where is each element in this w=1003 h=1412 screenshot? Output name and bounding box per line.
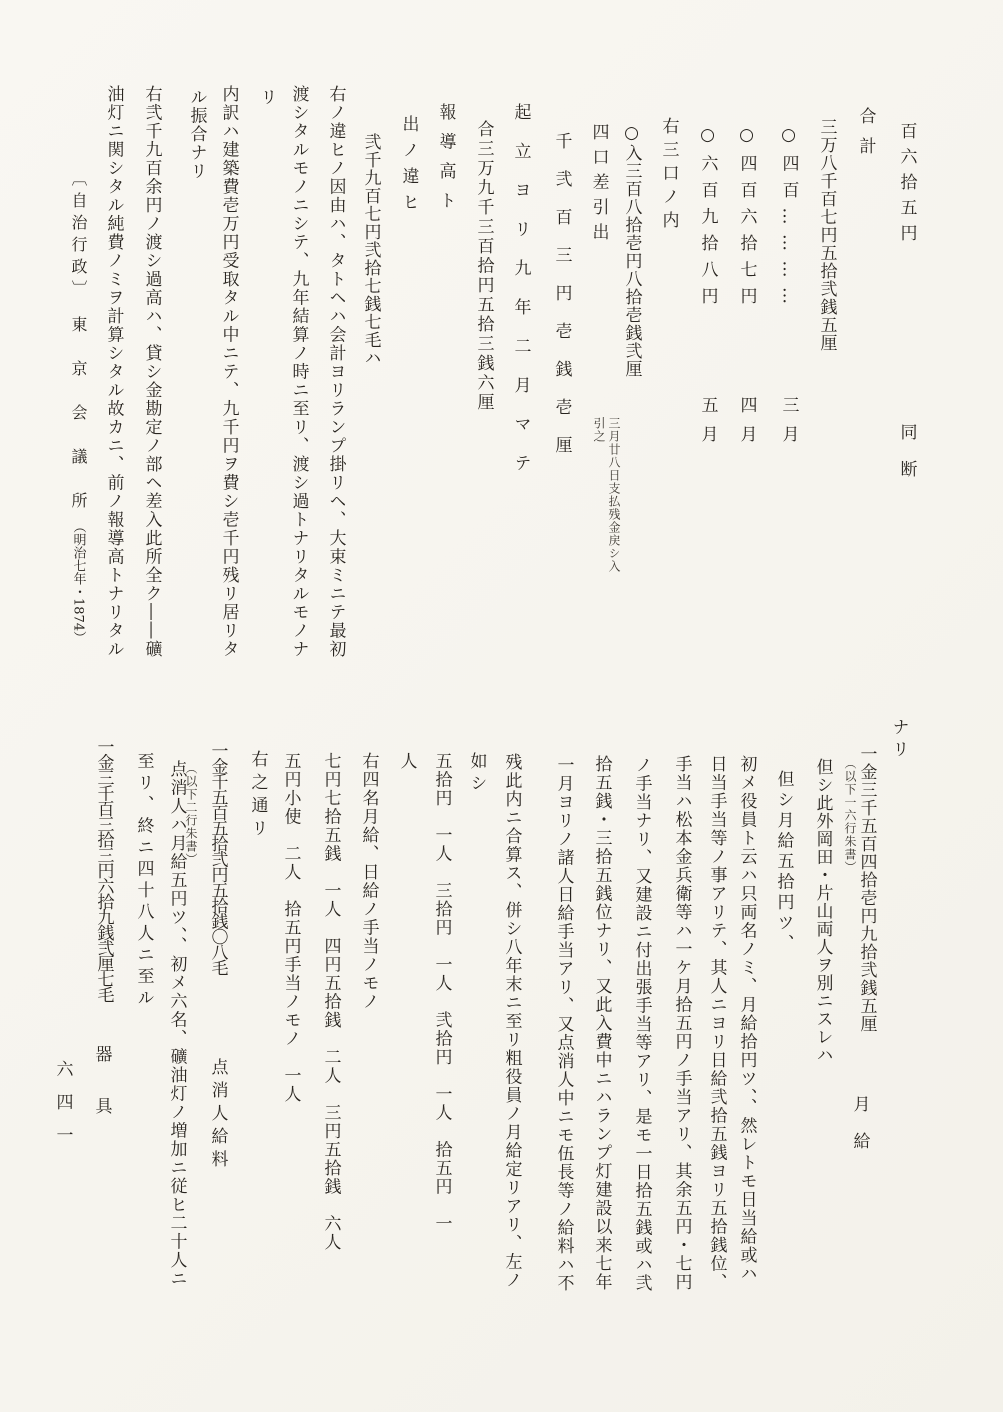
body-line: 渡シタルモノニシテ、九年結算ノ時ニ至リ、渡シ過トナリタルモノナ — [288, 85, 309, 659]
amount-line: 三万八千百七円五拾弐銭五厘 — [816, 118, 837, 352]
amount-line: 千弐百三円壱銭壱厘 — [551, 132, 572, 474]
category-label: 器 具 — [91, 1045, 112, 1123]
body-line: 人 — [396, 752, 417, 771]
body-line: 出ノ違ヒ — [398, 115, 419, 219]
amount-line: ○四百六拾七円 — [736, 125, 757, 314]
note-line: （以下一六行朱書） — [843, 757, 857, 874]
body-line: 油灯ニ関シタル純費ノミヲ計算シタル故カニ、前ノ報導高トナリタル — [103, 85, 124, 659]
body-line: 右ノ違ヒノ因由ハ、タトヘハ会計ヨリランプ掛リヘ、大束ミニテ最初 — [325, 85, 346, 659]
amount-line: 弐千九百七円弐拾七銭七毛ハ — [360, 133, 381, 367]
note-line: 引之 — [592, 417, 606, 443]
total-label: 合計 — [855, 107, 876, 167]
amount-line: 一金三千五百四拾壱円九拾弐銭五厘 — [856, 745, 877, 1033]
body-line: 起立ヨリ九年二月マテ — [510, 103, 531, 493]
body-line: 右弐千九百余円ノ渡シ過高ハ、貸シ金勘定ノ部ヘ差入此所全ク――礦 — [141, 85, 162, 659]
note-line: 三月廿八日支払残金戻シ入 — [607, 417, 621, 573]
ditto-label: 同 断 — [896, 423, 917, 479]
body-line: 点消人ハ月給五円ツ、、初メ六名、礦油灯ノ増加ニ従ヒ二十人ニ — [166, 760, 187, 1288]
amount-line: ○入三百八拾壱円八拾壱銭弐厘 — [621, 123, 642, 378]
body-line: 右四名月給、日給ノ手当ノモノ — [358, 752, 379, 1011]
source-attribution: （明治七年・1874） — [70, 520, 86, 645]
body-line: ナリ — [888, 718, 909, 762]
body-line: 手当ハ松本金兵衛等ハ一ケ月拾五円ノ手当アリ、其余五円・七円 — [671, 755, 692, 1292]
body-line: 五拾円 一人 三拾円 一人 弐拾円 一人 拾五円 一 — [431, 752, 452, 1233]
note-line: （以下二行朱書） — [184, 762, 198, 866]
body-line: 五円小使 二人 拾五円手当ノモノ 一人 — [280, 752, 301, 1104]
body-line: 右三口ノ内 — [658, 117, 679, 235]
month-label: 三月 — [778, 396, 799, 454]
body-line: 報導高ト — [435, 103, 456, 221]
amount-line: 一金三千百三拾三円六拾九銭弐厘七毛 — [93, 738, 114, 1002]
month-label: 五月 — [697, 396, 718, 454]
category-label: 点消人給料 — [207, 1058, 228, 1173]
amount-line: 百六拾五円 — [896, 122, 917, 250]
body-line: 拾五銭・三拾五銭位ナリ、又此入費中ニハランプ灯建設以来七年 — [591, 755, 612, 1292]
category-label: 月 給 — [849, 1095, 870, 1151]
body-line: 至リ、終ニ四十八人ニ至ル — [133, 752, 154, 1010]
amount-line: ○四百………… — [778, 125, 799, 314]
body-line: 残此内ニ合算ス、併シ八年末ニ至リ粗役員ノ月給定リアリ、左ノ — [501, 753, 522, 1290]
body-line: 右之通リ — [247, 750, 268, 842]
month-label: 四月 — [736, 396, 757, 454]
body-line: 一月ヨリノ諸人日給手当アリ、又点消人中ニモ伍長等ノ給料ハ不 — [553, 756, 574, 1293]
body-line: 但シ月給五拾円ツ、 — [773, 770, 794, 955]
page-number: 六四一 — [52, 1060, 73, 1159]
body-line: ノ手当ナリ、又建設ニ付出張手当等アリ、是モ一日拾五銭或ハ弐 — [631, 756, 652, 1293]
amount-line: 一金千五百五拾弐円五拾銭〇八毛 — [207, 742, 228, 975]
body-line: 七円七拾五銭 一人 四円五拾銭 二人 三円五拾銭 六人 — [320, 752, 341, 1252]
amount-line: ○六百九拾八円 — [697, 125, 718, 314]
body-line: 内訳ハ建築費壱万円受取タル中ニテ、九千円ヲ費シ壱千円残リ居リタ — [218, 85, 239, 659]
body-line: ル振合ナリ — [186, 88, 207, 181]
body-line: 日当手当等ノ事アリテ、其人ニヨリ日給弐拾五銭ヨリ五拾銭位、 — [706, 755, 727, 1292]
body-line: 初メ役員ト云ハ只両名ノミ、月給拾円ツ、、然レトモ日当給或ハ — [736, 755, 757, 1283]
body-line: 如シ — [466, 752, 487, 796]
amount-line: 合三万九千三百拾円五拾三銭六厘 — [473, 120, 494, 413]
body-line: 但シ此外岡田・片山両人ヲ別ニスレハ — [812, 758, 833, 1064]
body-line: 四口差引出 — [588, 123, 609, 248]
source-attribution: 〔自治行政〕 東 京 会 議 所 — [69, 170, 88, 514]
body-line: リ — [256, 88, 277, 107]
